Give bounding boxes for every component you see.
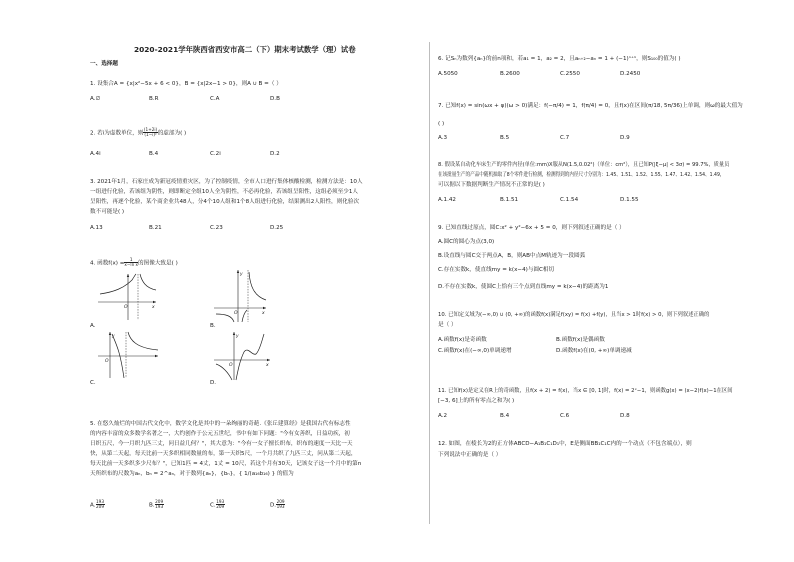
option-d-num: 209 [276,499,285,504]
option-a-den: 209 [96,504,105,510]
question-9-choice-a[interactable]: A.圆C的圆心为点(3,0) [438,239,495,245]
page-title: 2020-2021学年陕西省西安市高二（下）期末考试数学（理）试卷 [134,45,356,54]
question-5-line-5: 每天比前一天多织多少尺布？"，已知1匹 = 4丈，1丈 = 10尺，若这个月有30天，记该女子这一个月中的第n [90,461,362,467]
graph-d-origin: O [229,363,233,368]
question-5-option-c[interactable] [210,500,225,510]
question-3-line-4: 数不可能是( ) [90,209,125,215]
option-d-label: D. [270,502,277,509]
graph-b-origin: O [234,311,238,316]
question-2-frac-num: (1+2i) [143,127,158,132]
question-9-stem: 9. 已知直线过原点，圆C:x² + y²−6x + 5 = 0，则下列叙述正确的是（ ） [438,225,625,231]
option-b-den: 193 [155,504,164,510]
question-10-choice-d[interactable]: D.函数f(x)在(0, +∞)单调递减 [556,348,632,354]
question-9-choice-b[interactable]: B.设直线与圆C交于两点A，B，则AB中点M轨迹为一段圆弧 [438,253,586,259]
option-a-label: A. [90,502,96,509]
question-11-option-d[interactable]: D.8 [620,413,630,419]
question-4-graph-d [212,330,272,382]
question-7-option-c[interactable]: C.7 [560,135,570,141]
question-4-option-c[interactable]: C. [90,380,96,386]
question-3-option-d[interactable]: D.25 [270,225,284,231]
question-4-frac-num: 1 [124,258,138,263]
question-4-graph-a [96,272,158,322]
question-4-graph-b [212,268,268,324]
question-5-line-6: 天所织布的尺数为aₙ，bₙ = 2^aₙ，对于数列{aₙ}，{bₙ}，{ 1/(a₁₆b₁₆) } 的值为 [90,471,294,477]
question-8-option-d[interactable]: D.1.55 [620,197,639,203]
question-8-option-a[interactable]: A.1.42 [438,197,456,203]
question-3-option-b[interactable]: B.21 [149,225,162,231]
question-11-option-c[interactable]: C.6 [560,413,570,419]
question-10-line-2: 是（ ） [438,322,457,328]
graph-c-y-label: y [112,334,115,339]
question-11-line-2: [−3, 6]上的所有零点之和为( ) [438,398,515,404]
question-11-line-1: 11. 已知f(x)是定义在R上的奇函数，且f(x + 2) = f(x)，当x ∈ [0, 1]时，f(x) = 2ˣ−1，则函数g(x) = (x−2)f(x)−1在区间 [438,388,733,394]
question-8-line-1: 8. 假设某自动化车床生产的零件内径(单位:mm)X服从N(1.5,0.02²)（单位：cm²），且已知P(|ξ−μ| < 3σ) = 99.7%，质量员 [438,162,730,168]
question-7-option-b[interactable]: B.5 [500,135,510,141]
question-1-option-a[interactable]: A.∅ [90,96,101,102]
question-10-line-1: 10. 已知定义域为(−∞,0) ∪ (0, +∞)的函数f(x)满足f(xy) = f(x) +f(y)，且当x > 1时f(x) > 0，则下列叙述正确的 [438,312,710,318]
option-c-label: C. [210,502,216,509]
option-c-num: 193 [216,499,225,504]
question-7-line-2: ( ) [438,121,445,127]
question-7-option-a[interactable]: A.3 [438,135,448,141]
question-4-option-d[interactable]: D. [210,380,217,386]
graph-d-y-label: y [236,334,239,339]
option-b-fraction [155,500,164,510]
graph-a-x-label: x [152,305,155,310]
question-4-graph-c [96,330,160,380]
question-4-suffix: 的图像大致是( ) [138,260,178,267]
question-1-option-b[interactable]: B.R [149,96,159,102]
option-b-num: 209 [155,499,164,504]
question-2-option-c[interactable]: C.2i [210,151,221,157]
question-2-frac-den: (1−i)² [144,132,157,138]
question-1-option-c[interactable]: C.A [210,96,220,102]
question-1-option-d[interactable]: D.B [270,96,280,102]
question-8-line-3: 可以据以下数据判断生产情况不正常的是( ) [438,182,545,188]
question-2-option-d[interactable]: D.2 [270,151,280,157]
question-12-line-1: 12. 如图，在棱长为2的正方体ABCD−A₁B₁C₁D₁中，E是侧面BB₁C₁C内的一个动点（不包含端点），则 [438,441,692,447]
question-5-option-b[interactable] [149,500,164,510]
option-d-den: 193 [276,504,285,510]
option-d-fraction [276,500,285,510]
question-4-frac-den: x−ln x [124,262,139,268]
question-9-choice-c[interactable]: C.存在实数k，使直线my = k(x−4)与圆C相切 [438,267,555,273]
graph-a-origin: O [124,305,128,310]
question-7-line-1: 7. 已知f(x) = sin(ωx + φ)(ω > 0)满足：f(−π/4) = 1，f(π/4) = 0，且f(x)在区间(π/18, 5π/36)上单调，则ω的最大值为 [438,103,743,109]
question-3-option-a[interactable]: A.13 [90,225,103,231]
question-2-suffix: 的虚部为( ) [157,130,187,137]
question-5-line-1: 5. 在悠久灿烂的中国古代文化中，数学文化是其中的一朵绚丽的奇葩.《张丘建算经》是我国古代有标志性 [90,421,351,427]
option-c-den: 209 [216,504,225,510]
question-8-option-b[interactable]: B.1.51 [500,197,519,203]
question-10-choice-b[interactable]: B.函数f(x)是偶函数 [556,337,605,343]
question-3-line-3: 呈阳性，再逐个化验，某个商企业共48人，分4个10人组和1个8人组进行化验，结果测出2人阳性，则化验次 [90,199,360,205]
column-divider [429,42,430,524]
graph-d-x-label: x [266,363,269,368]
question-11-option-b[interactable]: B.4 [500,413,510,419]
question-2-option-a[interactable]: A.4i [90,151,101,157]
question-2-fraction [143,128,157,138]
question-6-option-b[interactable]: B.2600 [500,71,520,77]
question-2-prefix: 2. 若i为虚数单位，则 [90,130,144,137]
question-5-line-2: 的内容丰富的众多数学名著之一，大约创作于公元五世纪，书中有如下问题："今有女善织，日益功疾，初 [90,431,350,437]
question-5-line-3: 日织五尺，今一月织九匹三丈，问日益几何？"，其大意为："今有一女子擅长织布，织布的速度一天比一天 [90,441,353,447]
question-3-line-1: 3. 2021年1月，石家庄成为新冠疫情重灾区，为了控制疫情，全市人口进行集体核酸检测，检测方法是：10人 [90,179,363,185]
question-8-line-2: 在该批量生产的产品中随机抽取了8个零件进行检测，检测得到的内径尺寸分别为：1.45、1.51、1.52、1.55、1.47、1.42、1.54、1.49， [438,172,725,178]
graph-c-origin: O [105,359,109,364]
question-6-stem: 6. 记Sₙ为数列{aₙ}的前n项和，若a₁ = 1，a₂ = 2，且aₙ₊₂−aₙ = 1 + (−1)ⁿ⁺¹，则S₁₀₀的值为( ) [438,56,681,62]
option-c-fraction [216,500,225,510]
question-7-option-d[interactable]: D.9 [620,135,630,141]
question-4-stem [90,258,178,268]
question-3-option-c[interactable]: C.23 [210,225,223,231]
question-8-option-c[interactable]: C.1.54 [560,197,579,203]
question-4-fraction [124,258,138,268]
question-4-prefix: 4. 函数f(x) = [90,260,125,267]
graph-b-x-label: x [262,311,265,316]
question-6-option-d[interactable]: D.2450 [620,71,641,77]
question-2-option-b[interactable]: B.4 [149,151,159,157]
option-b-label: B. [149,502,155,509]
question-1-stem: 1. 设集合A = {x|x²−5x + 6 < 0}，B = {x|2x−1 > 0}，则A ∪ B =（ ） [90,81,282,87]
question-5-line-4: 快，从第二天起，每天比前一天多织相同数量的布，第一天织5尺，一个月共织了九匹三丈，问从第二天起， [90,451,357,457]
option-a-num: 193 [96,499,105,504]
question-6-option-c[interactable]: C.2550 [560,71,580,77]
graph-b-y-label: y [240,272,243,277]
question-10-choice-c[interactable]: C.函数f(x)在(−∞,0)单调递增 [438,348,512,354]
question-4-option-b[interactable]: B. [210,323,216,329]
question-2-stem [90,128,186,138]
question-6-option-a[interactable]: A.5050 [438,71,458,77]
question-5-option-a[interactable] [90,500,105,510]
section-heading: 一、选择题 [90,61,118,67]
question-11-option-a[interactable]: A.2 [438,413,448,419]
question-3-line-2: 一组进行化验，若该组为阴性，则即断定全组10人全为阴性，不必再化验，若该组呈阳性，这组必须至少1人 [90,189,358,195]
question-4-option-a[interactable]: A. [90,323,96,329]
question-5-option-d[interactable] [270,500,285,510]
option-a-fraction [96,500,105,510]
question-12-line-2: 下列说法中正确的是（ ） [438,452,502,458]
question-9-choice-d[interactable]: D.不存在实数k，使圆C上恰有三个点到直线my = k(x−4)的距离为1 [438,284,609,290]
question-10-choice-a[interactable]: A.函数f(x)是奇函数 [438,337,487,343]
